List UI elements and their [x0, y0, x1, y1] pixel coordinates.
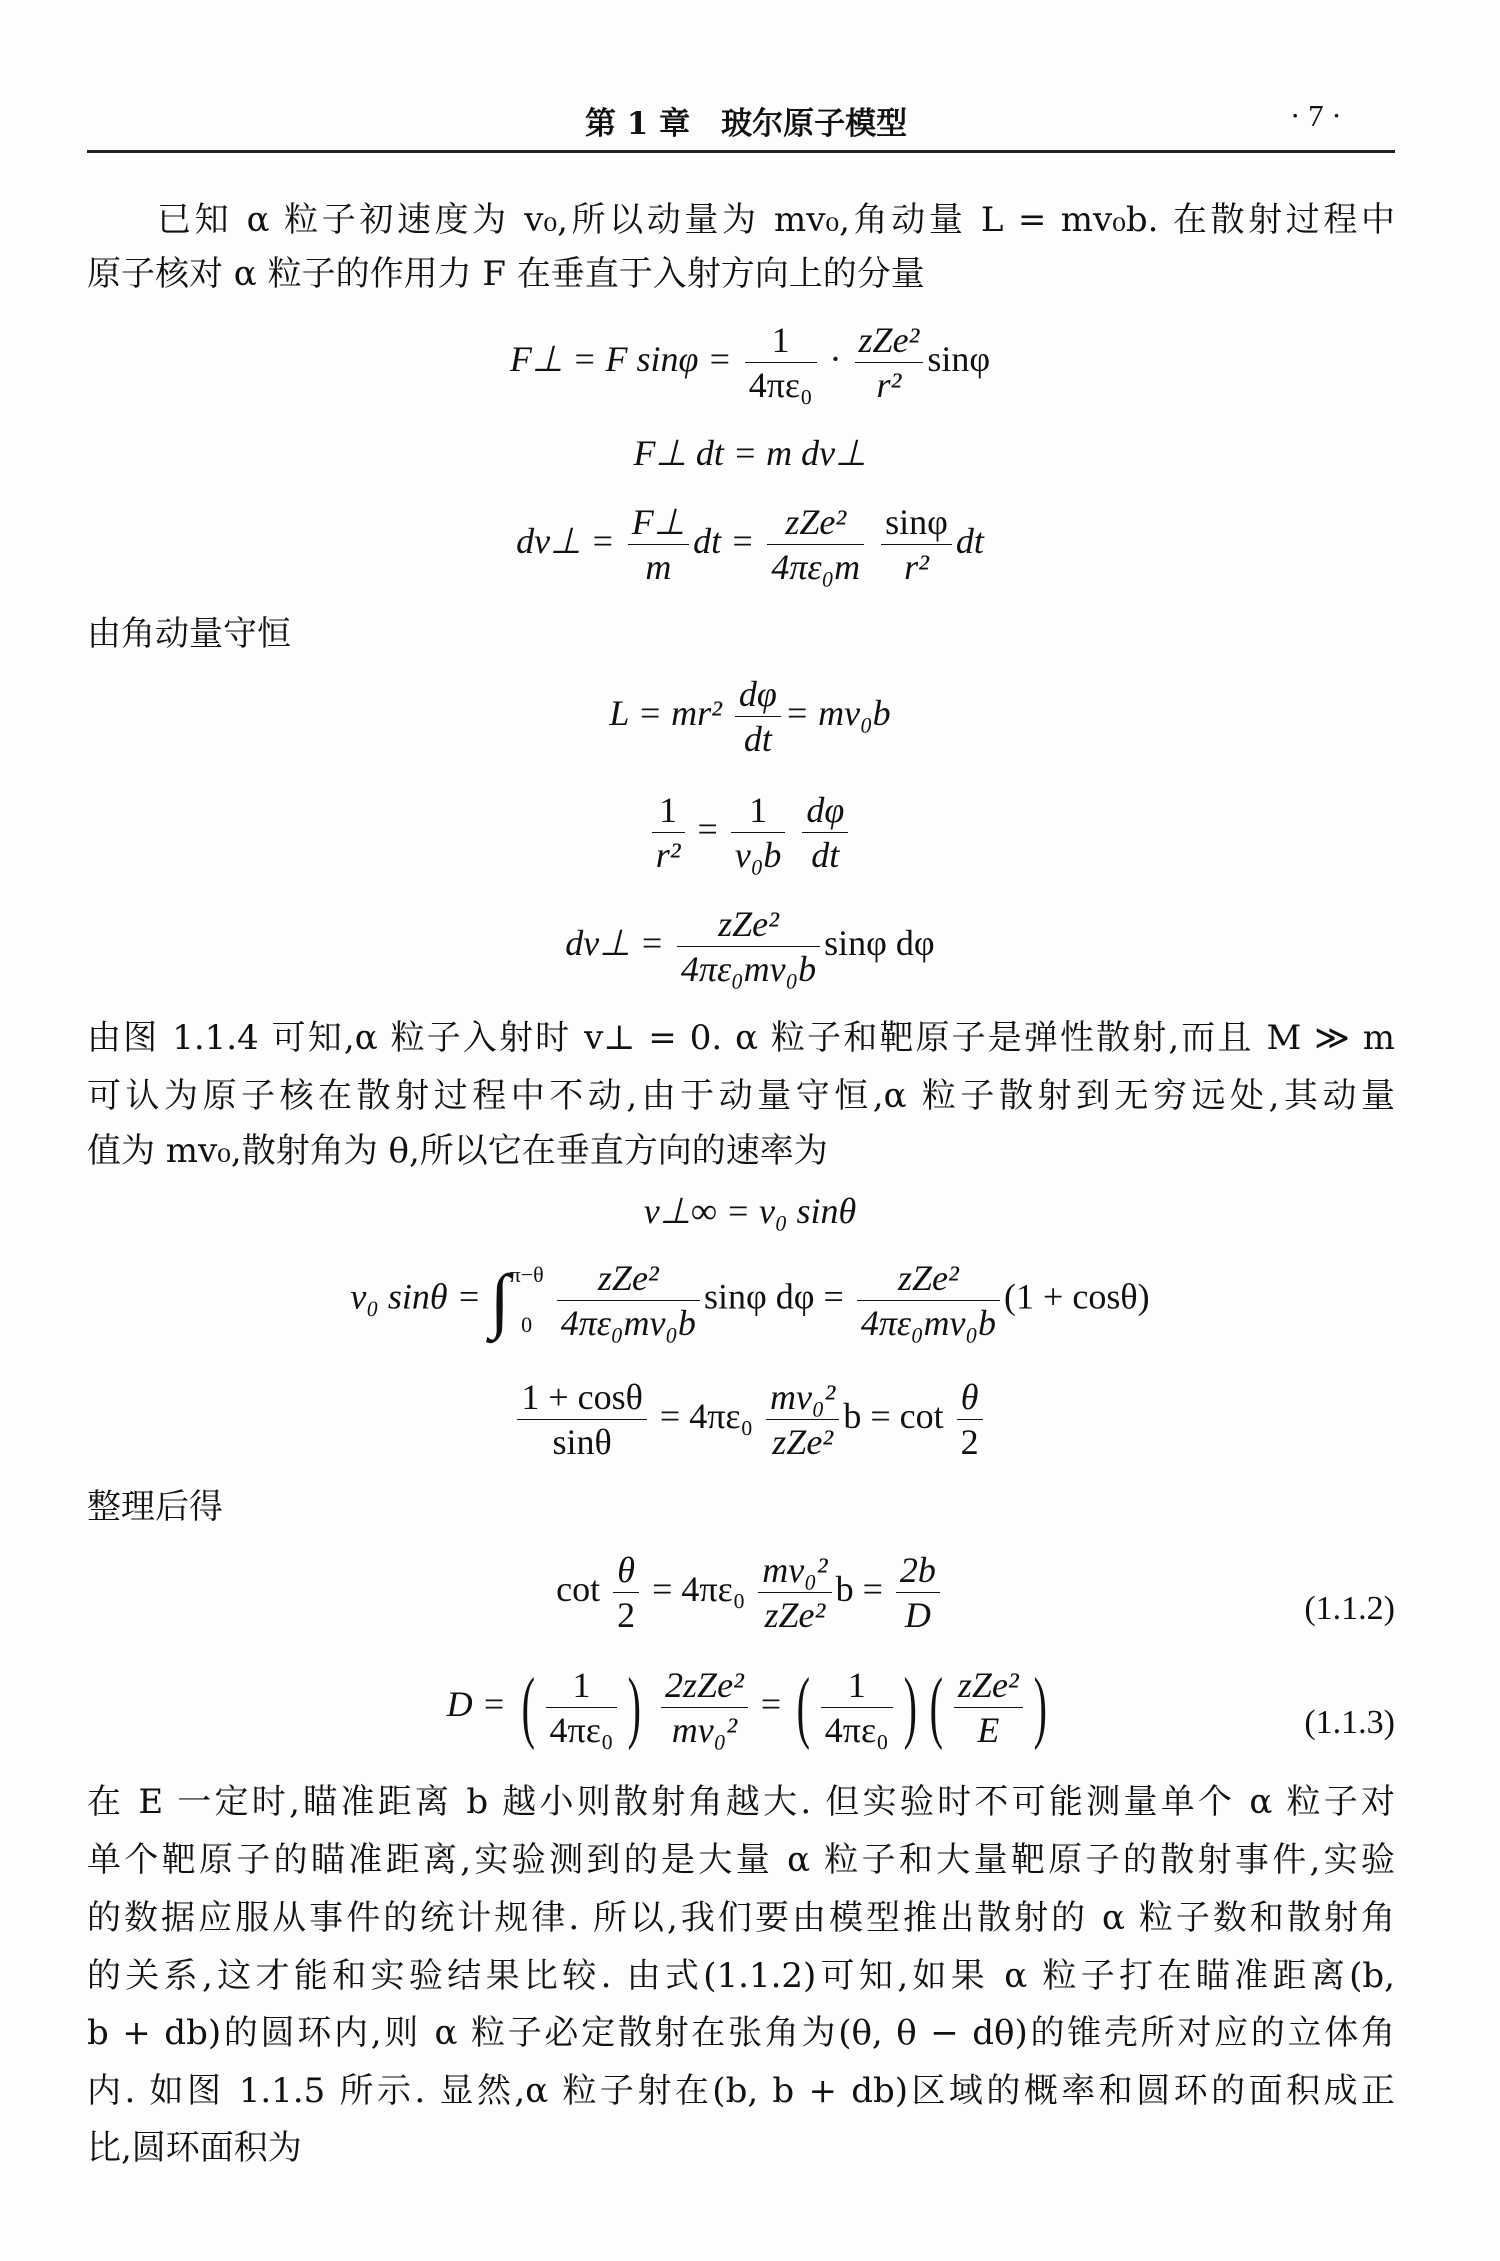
fraction — [855, 318, 924, 407]
denominator: 4πε₀mv₀b — [560, 1302, 696, 1343]
numerator: dφ — [735, 672, 781, 717]
paragraph-line: 由图 1.1.4 可知,α 粒子入射时 v⊥ = 0. α 粒子和靶原子是弹性散射,而且 M ≫ m — [87, 1018, 1395, 1058]
eq-text: dv⊥ = — [516, 520, 615, 561]
fraction — [557, 1256, 700, 1345]
denominator: dt — [743, 719, 772, 759]
eq-text: b = cot — [843, 1395, 944, 1436]
fraction — [517, 1375, 647, 1464]
denominator: zZe² — [772, 1422, 834, 1462]
numerator: mv₀² — [758, 1548, 831, 1593]
paragraph-line: 的关系,这才能和实验结果比较. 由式(1.1.2)可知,如果 α 粒子打在瞄准距离(b, — [87, 1956, 1395, 1996]
equation-dv-dphi — [0, 902, 1500, 991]
numerator: zZe² — [857, 1256, 1000, 1301]
denominator: r² — [655, 835, 681, 875]
paragraph-line: 整理后得 — [87, 1487, 223, 1527]
fraction — [613, 1548, 639, 1637]
equation-angular-momentum — [0, 672, 1500, 761]
numerator: 1 — [731, 788, 786, 833]
numerator: 1 + cosθ — [517, 1375, 647, 1420]
equation-impulse — [0, 432, 1500, 474]
denominator: sinθ — [552, 1422, 612, 1462]
denominator: dt — [811, 835, 840, 875]
eq-text: v⊥∞ = v₀ sinθ — [643, 1191, 857, 1231]
fraction — [731, 788, 786, 877]
left-paren: ( — [929, 1663, 944, 1751]
eq-text: = mv₀b — [784, 692, 891, 733]
chapter-title: 第 1 章 玻尔原子模型 — [585, 106, 908, 142]
fraction — [767, 500, 864, 589]
denominator: 4πε₀ — [748, 365, 813, 405]
numerator: zZe² — [855, 318, 924, 363]
fraction — [677, 902, 820, 991]
fraction — [957, 1375, 983, 1464]
paragraph-line: b + db)的圆环内,则 α 粒子必定散射在张角为(θ, θ − dθ)的锥壳所对应的立体角 — [87, 2013, 1395, 2053]
eq-text: · — [829, 338, 842, 379]
page-number: · 7 · — [1290, 98, 1342, 133]
fraction — [954, 1663, 1023, 1752]
integral-limits — [510, 1250, 544, 1350]
numerator: zZe² — [767, 500, 864, 545]
eq-text: = — [760, 1683, 782, 1724]
fraction — [896, 1548, 940, 1637]
numerator: 1 — [546, 1663, 618, 1708]
fraction — [881, 500, 952, 589]
denominator: 4πε₀mv₀b — [860, 1302, 997, 1343]
numerator: 1 — [821, 1663, 893, 1708]
fraction — [652, 788, 685, 877]
denominator: E — [977, 1710, 1000, 1750]
paragraph-line: 的数据应服从事件的统计规律. 所以,我们要由模型推出散射的 α 粒子数和散射角 — [87, 1898, 1395, 1938]
upper-limit: π−θ — [509, 1262, 544, 1287]
paragraph-line: 由角动量守恒 — [87, 614, 291, 654]
denominator: 2 — [960, 1422, 979, 1462]
eq-text: F⊥ dt = m dv⊥ — [633, 433, 867, 473]
right-paren: ) — [903, 1663, 917, 1751]
denominator: 2 — [617, 1595, 636, 1635]
denominator: r² — [904, 547, 929, 587]
eq-text: = 4πε₀ — [652, 1568, 746, 1609]
numerator: 1 — [652, 788, 685, 833]
header-rule — [87, 150, 1395, 153]
paragraph-line: 比,圆环面积为 — [87, 2128, 302, 2168]
numerator: zZe² — [677, 902, 820, 947]
eq-text: sinφ dφ = — [703, 1276, 844, 1317]
fraction — [628, 500, 689, 589]
eq-text: b = — [835, 1568, 883, 1609]
eq-text: L = mr² — [609, 692, 722, 733]
eq-text: (1 + cosθ) — [1004, 1276, 1150, 1317]
fraction — [857, 1256, 1000, 1345]
denominator: r² — [876, 365, 902, 405]
paragraph-line: 可认为原子核在散射过程中不动,由于动量守恒,α 粒子散射到无穷远处,其动量 — [87, 1076, 1395, 1116]
numerator: 2b — [896, 1548, 940, 1593]
right-paren: ) — [628, 1663, 642, 1751]
eq-text: sinφ — [927, 338, 991, 379]
numerator: mv₀² — [766, 1375, 839, 1420]
denominator: v₀b — [734, 835, 782, 875]
equation-inverse-r2 — [0, 788, 1500, 877]
fraction — [821, 1663, 893, 1752]
eq-text: sinφ dφ — [824, 922, 935, 963]
equation-integral — [0, 1250, 1500, 1350]
numerator: θ — [613, 1548, 639, 1593]
denominator: D — [904, 1595, 931, 1635]
denominator: 4πε₀ — [824, 1710, 889, 1750]
eq-text: F⊥ = F sinφ = — [509, 338, 732, 379]
fraction — [758, 1548, 831, 1637]
paragraph-line: 内. 如图 1.1.5 所示. 显然,α 粒子射在(b, b + db)区域的概率和圆环的面积成正 — [87, 2071, 1395, 2111]
fraction — [546, 1663, 618, 1752]
integral-sign: ∫ — [489, 1259, 510, 1340]
fraction — [735, 672, 781, 761]
equation-dv-perp — [0, 500, 1500, 589]
paragraph-line: 值为 mv₀,散射角为 θ,所以它在垂直方向的速率为 — [87, 1131, 828, 1171]
eq-text: v₀ sinθ = — [350, 1276, 481, 1317]
equation-cot-relation — [0, 1375, 1500, 1464]
fraction — [802, 788, 848, 877]
numerator: dφ — [802, 788, 848, 833]
numerator: θ — [957, 1375, 983, 1420]
fraction — [661, 1663, 748, 1752]
lower-limit: 0 — [521, 1312, 533, 1337]
eq-text: dv⊥ = — [565, 922, 664, 963]
paragraph-line: 在 E 一定时,瞄准距离 b 越小则散射角越大. 但实验时不可能测量单个 α 粒子对 — [87, 1782, 1395, 1822]
paragraph-line: 单个靶原子的瞄准距离,实验测到的是大量 α 粒子和大量靶原子的散射事件,实验 — [87, 1840, 1395, 1880]
eq-text: dt = — [693, 520, 755, 561]
numerator: zZe² — [954, 1663, 1023, 1708]
left-paren: ( — [796, 1663, 811, 1751]
numerator: zZe² — [557, 1256, 700, 1301]
equation-1-1-2 — [0, 1548, 1500, 1637]
right-paren: ) — [1033, 1663, 1047, 1751]
eq-text: D = — [446, 1683, 506, 1724]
equation-number: (1.1.2) — [1304, 1590, 1395, 1627]
equation-force-perp — [0, 318, 1500, 407]
eq-text: dt — [955, 520, 984, 561]
numerator: F⊥ — [628, 500, 689, 545]
left-paren: ( — [521, 1663, 535, 1751]
equation-1-1-3 — [0, 1662, 1500, 1753]
denominator: m — [645, 547, 672, 587]
denominator: 4πε₀m — [771, 547, 861, 587]
eq-text: cot — [556, 1568, 601, 1609]
paragraph-line: 原子核对 α 粒子的作用力 F 在垂直于入射方向上的分量 — [87, 254, 925, 294]
denominator: zZe² — [764, 1595, 826, 1635]
numerator: 2zZe² — [661, 1663, 748, 1708]
equation-number: (1.1.3) — [1304, 1704, 1395, 1741]
denominator: 4πε₀ — [549, 1710, 614, 1750]
eq-text: = 4πε₀ — [659, 1395, 754, 1436]
numerator: 1 — [745, 318, 817, 363]
denominator: 4πε₀mv₀b — [680, 949, 817, 989]
equation-v-infinity — [0, 1190, 1500, 1232]
eq-text: = — [697, 808, 718, 849]
denominator: mv₀² — [671, 1710, 738, 1750]
numerator: sinφ — [881, 500, 952, 545]
fraction — [766, 1375, 839, 1464]
paragraph-line: 已知 α 粒子初速度为 v₀,所以动量为 mv₀,角动量 L = mv₀b. 在散射过程中 — [157, 200, 1395, 240]
fraction — [745, 318, 817, 407]
